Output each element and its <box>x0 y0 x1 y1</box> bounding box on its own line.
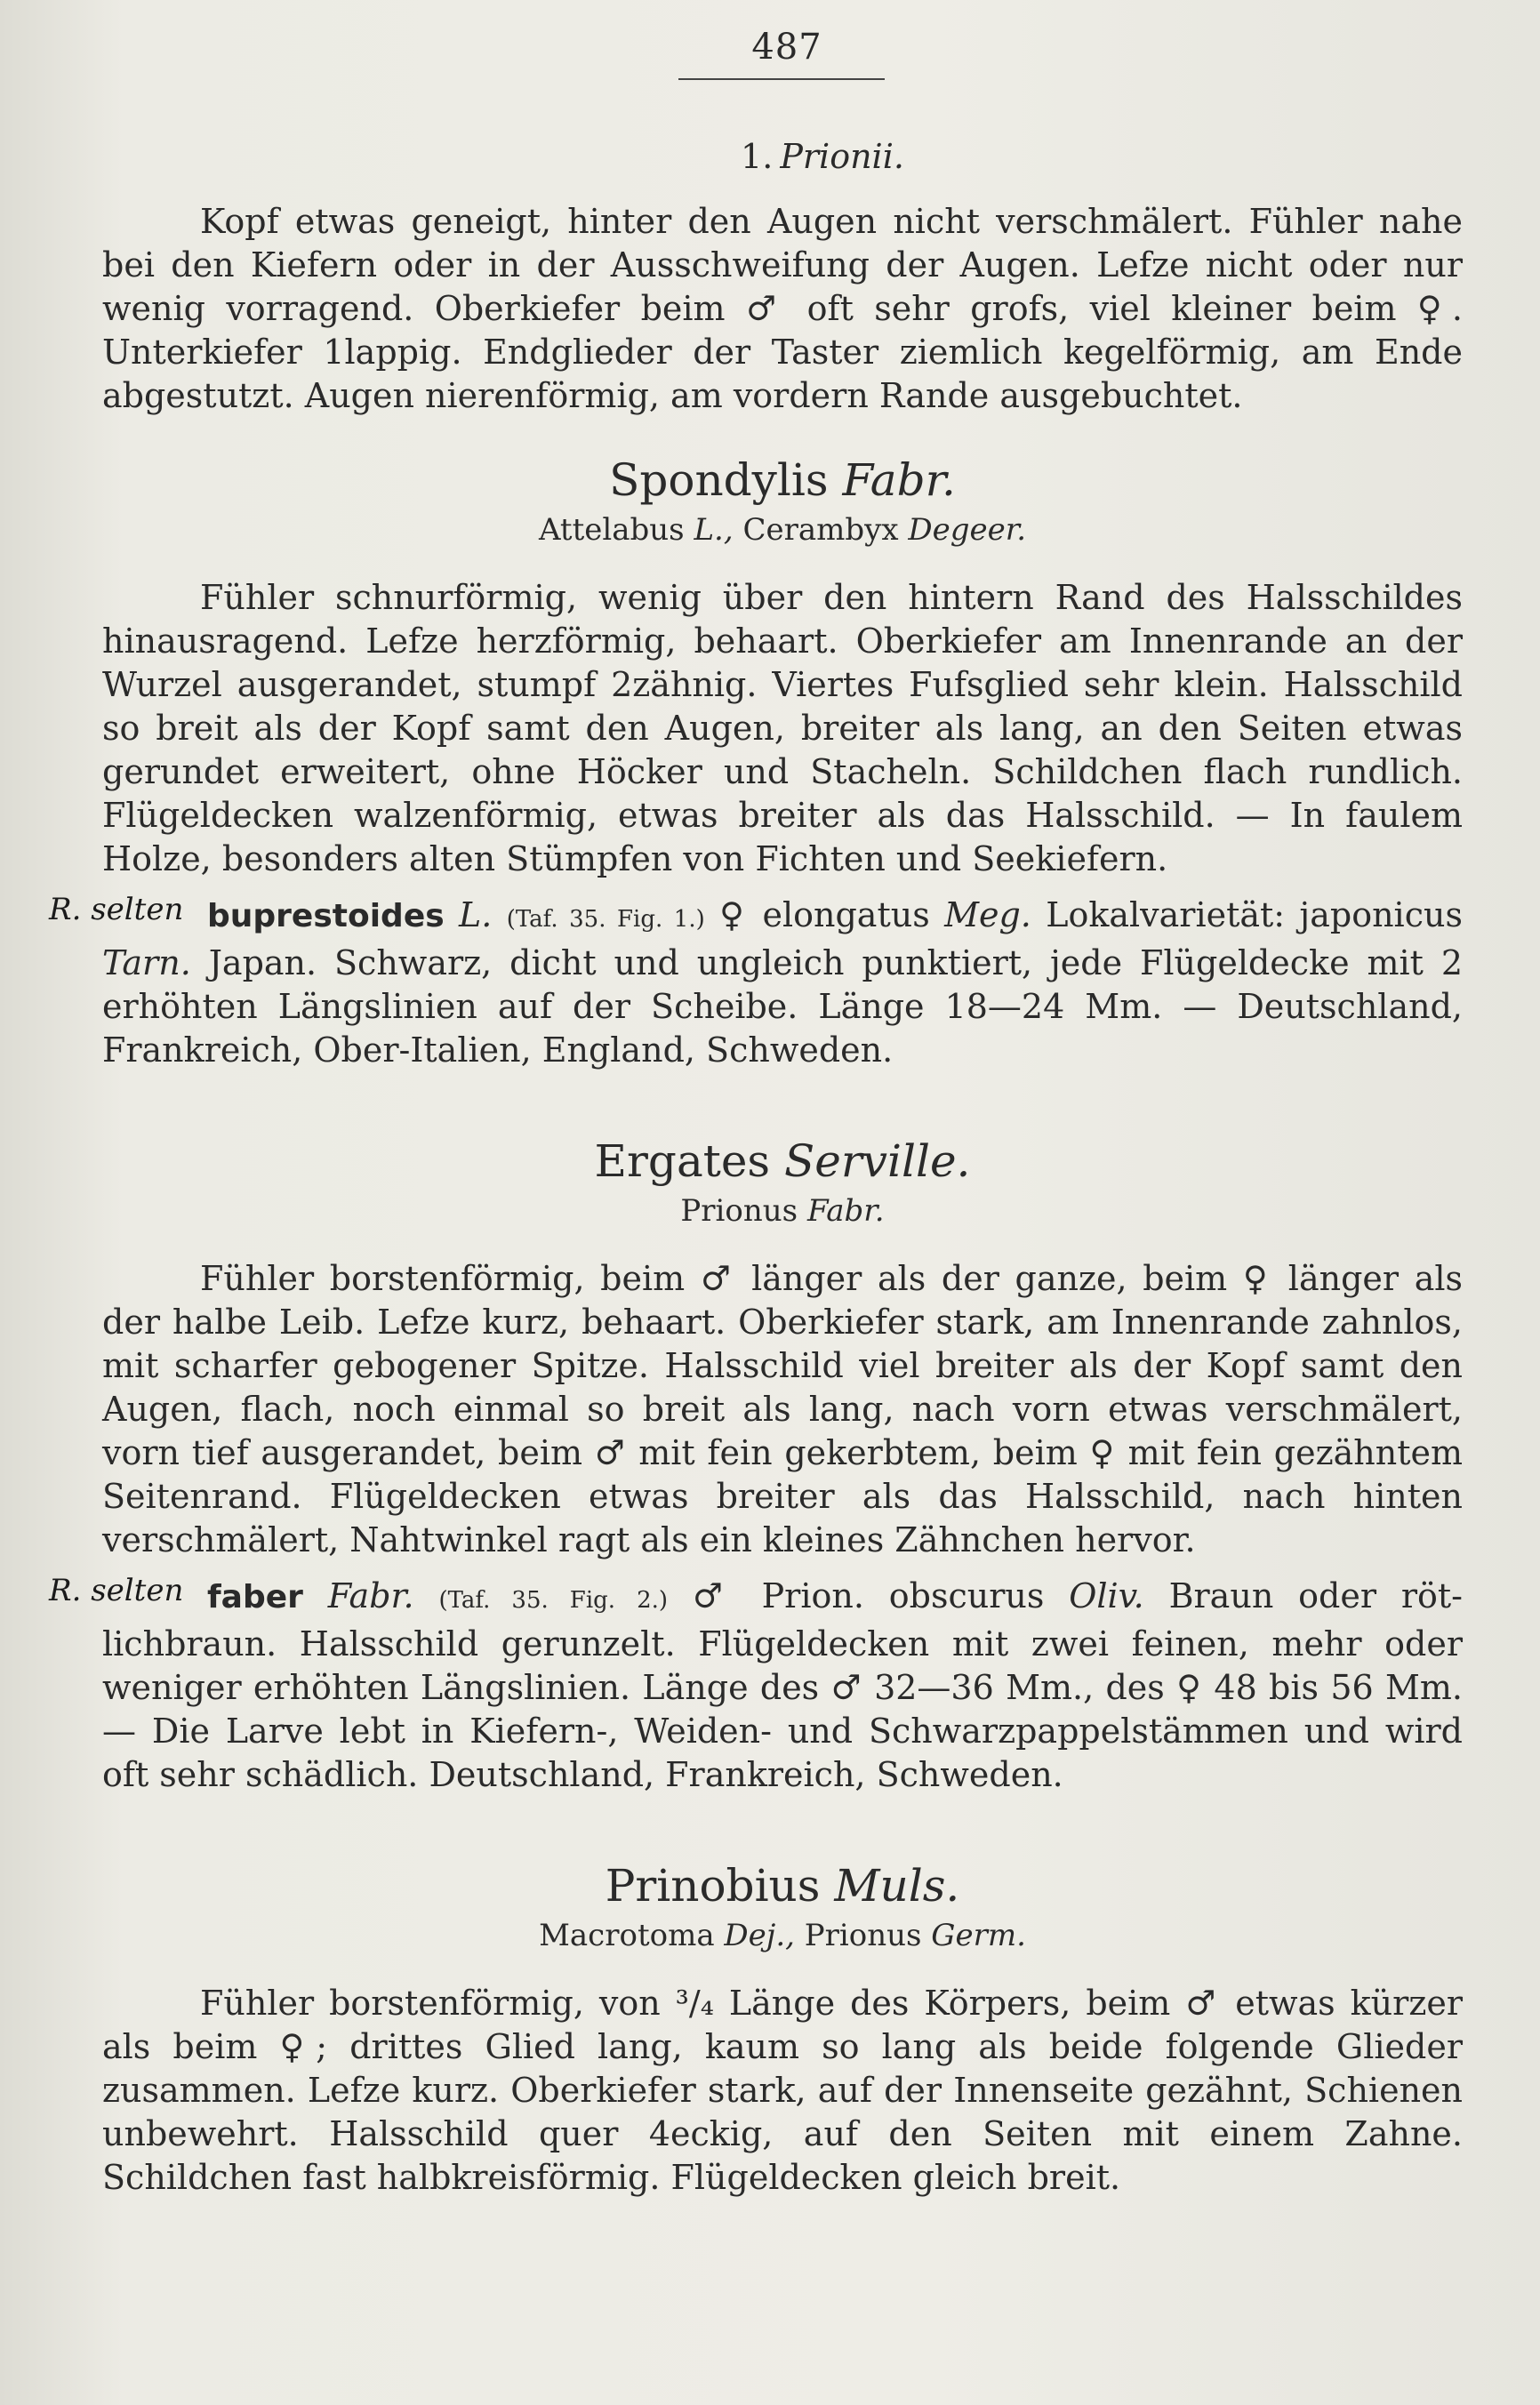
genus-author: Fabr. <box>842 454 956 506</box>
synonym-name: Attelabus <box>538 512 685 548</box>
species-variety: Braun oder röt- <box>1168 1576 1463 1615</box>
synonym-author: Degeer. <box>908 512 1027 548</box>
species-variant: ♂ Prion. obscurus <box>692 1576 1045 1615</box>
section-name: Prionii. <box>780 137 904 176</box>
intro-paragraph: Kopf etwas geneigt, hinter den Augen nicht verschmälert. Fühler nahe bei den Kiefern oder in der Ausschweifung der Augen. Lefze nicht oder nur wenig vorragend. Oberkiefer beim ♂ oft sehr grofs, viel kleiner beim ♀. Unterkiefer 1lappig. Endglieder der Taster ziemlich kegelförmig, am Ende abgestutzt. Augen nierenförmig, am vordern Rande ausgebuchtet. <box>102 202 1463 415</box>
genus-author: Muls. <box>834 1860 960 1912</box>
genus-heading-ergates <box>102 1134 1463 1188</box>
species-entry-faber <box>49 1573 1463 1797</box>
species-name: faber <box>207 1579 303 1615</box>
species-author: L. <box>459 895 493 934</box>
plate-reference: (Taf. 35. Fig. 2.) <box>438 1587 669 1614</box>
genus-synonyms <box>102 510 1463 549</box>
page-content <box>49 135 1463 2200</box>
variant-author: Meg. <box>944 895 1031 934</box>
genus-name: Spondylis <box>609 454 829 506</box>
synonym-name: Macrotoma <box>539 1918 715 1953</box>
synonym-name: Prionus <box>804 1918 922 1953</box>
genus-description: Fühler borstenförmig, von ³/₄ Länge des Körpers, beim ♂ etwas kürzer als beim ♀; drittes Glied lang, kaum so lang als beide folgende Glieder zusammen. Lefze kurz. Oberkiefer stark, auf der Innenseite gezähnt, Schienen unbewehrt. Halsschild quer 4eckig, auf den Seiten mit einem Zahne. Schildchen fast halbkreisförmig. Flügeldecken gleich breit. <box>102 1984 1463 2197</box>
handwritten-note: R. selten <box>49 1573 184 1608</box>
species-description: lichbraun. Halsschild gerunzelt. Flügeldecken mit zwei feinen, mehr oder weniger erhöhten Längslinien. Länge des ♂ 32—36 Mm., des ♀ 48 bis 56 Mm. — Die Larve lebt in Kiefern-, Weiden- und Schwarzpappelstämmen und wird oft sehr schädlich. Deutschland, Frankreich, Schweden. <box>102 1624 1463 1794</box>
header-rule <box>678 78 885 80</box>
species-description: Japan. Schwarz, dicht und ungleich punktiert, jede Flügeldecke mit 2 erhöhten Längslinien auf der Scheibe. Länge 18—24 Mm. — Deutschland, Frankreich, Ober-Italien, England, Schweden. <box>102 943 1463 1070</box>
section-number: 1. <box>741 137 774 176</box>
species-name: buprestoides <box>207 898 445 934</box>
plate-reference: (Taf. 35. Fig. 1.) <box>506 906 705 933</box>
genus-heading-spondylis <box>102 453 1463 507</box>
section-title <box>182 135 1463 179</box>
genus-synonyms <box>102 1191 1463 1231</box>
handwritten-note: R. selten <box>49 892 184 927</box>
variety-author: Tarn. <box>102 943 191 982</box>
synonym-name: Prionus <box>680 1193 798 1229</box>
genus-description: Fühler schnurförmig, wenig über den hintern Rand des Halsschildes hinausragend. Lefze herzförmig, behaart. Oberkiefer am Innenrande an der Wurzel ausgerandet, stumpf 2zähnig. Viertes Fufsglied sehr klein. Halsschild so breit als der Kopf samt den Augen, breiter als lang, an den Seiten etwas gerundet erweitert, ohne Höcker und Stacheln. Schildchen flach rundlich. Flügeldecken walzenförmig, etwas breiter als das Halsschild. — In faulem Holze, besonders alten Stümpfen von Fichten und Seekiefern. <box>102 578 1463 878</box>
genus-author: Serville. <box>784 1135 971 1187</box>
species-variety: Lokalvarietät: japonicus <box>1046 895 1463 934</box>
synonym-name: Cerambyx <box>742 512 899 548</box>
synonym-author: Fabr. <box>806 1193 885 1229</box>
species-author: Fabr. <box>327 1576 414 1615</box>
synonym-author: Germ. <box>931 1918 1026 1953</box>
species-variant: ♀ elongatus <box>719 895 930 934</box>
genus-synonyms <box>102 1916 1463 1955</box>
page-number: 487 <box>751 27 822 68</box>
genus-name: Prinobius <box>605 1860 821 1912</box>
synonym-author: L., <box>694 512 734 548</box>
genus-heading-prinobius <box>102 1859 1463 1912</box>
genus-description: Fühler borstenförmig, beim ♂ länger als der ganze, beim ♀ länger als der halbe Leib. Lefze kurz, behaart. Oberkiefer stark, am Innenrande zahnlos, mit scharfer gebogener Spitze. Halsschild viel breiter als der Kopf samt den Augen, flach, noch einmal so breit als lang, nach vorn etwas verschmälert, vorn tief ausgerandet, beim ♂ mit fein gekerbtem, beim ♀ mit fein gezähntem Seitenrand. Flügeldecken etwas breiter als das Halsschild, nach hinten verschmälert, Nahtwinkel ragt als ein kleines Zähnchen hervor. <box>102 1259 1463 1559</box>
species-entry-buprestoides <box>49 892 1463 1072</box>
genus-name: Ergates <box>594 1135 771 1187</box>
synonym-author: Dej., <box>724 1918 795 1953</box>
variant-author: Oliv. <box>1069 1576 1144 1615</box>
